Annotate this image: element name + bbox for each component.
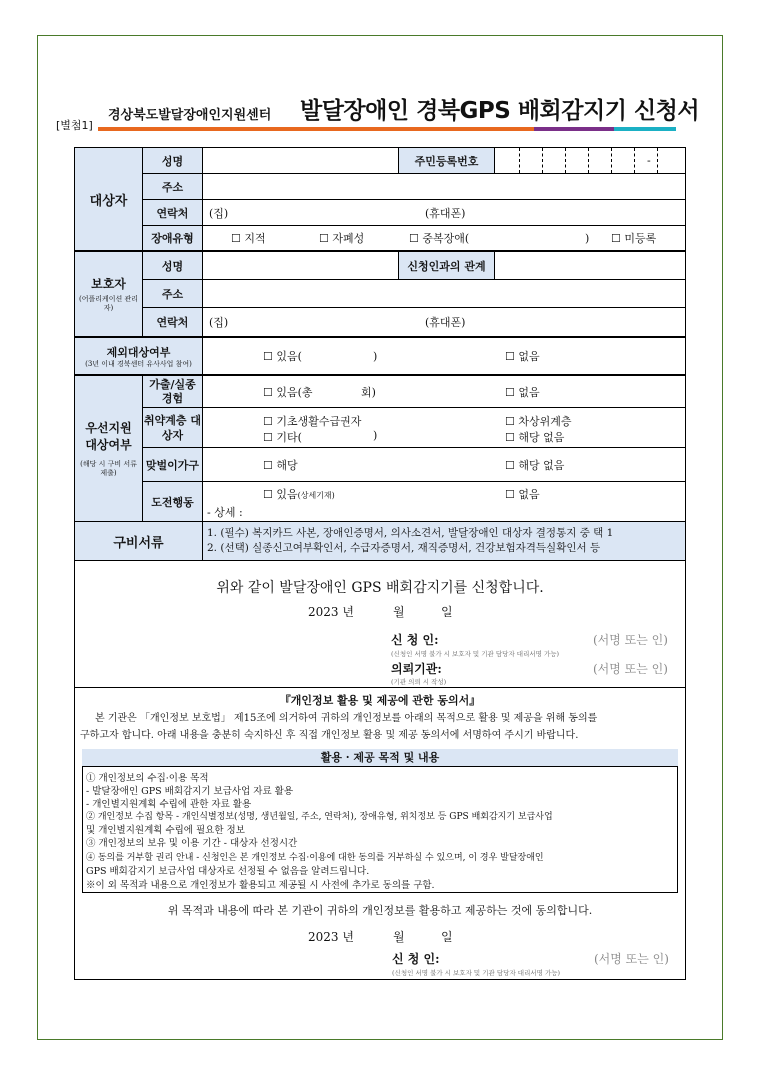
purpose-item: ④ 동의를 거부할 권리 안내 - 신청인은 본 개인정보 수집·이용에 대한 동의를 거부하실 수 있으며, 이 경우 발달장애인 <box>86 853 544 863</box>
applicant-label: 신 청 인: <box>391 633 439 647</box>
applicant-note: (신청인 서명 불가 시 보호자 및 기관 담당자 대리서명 가능) <box>391 650 560 658</box>
consent-month: 월 <box>393 930 405 944</box>
consent-intro-2: 구하고자 합니다. 아래 내용을 충분히 숙지하신 후 직접 개인정보 활용 및 제공 동의서에 서명하여 주시기 바랍니다. <box>80 730 579 741</box>
application-year: 2023 년 <box>308 605 354 619</box>
disability-type-options <box>203 226 685 251</box>
purpose-item: 및 개인별지원계획 수립에 필요한 정보 <box>86 825 245 836</box>
purpose-item: ③ 개인정보의 보유 및 이용 기간 - 대상자 선정시간 <box>86 838 298 849</box>
guardian-relation-field[interactable] <box>495 251 685 280</box>
runaway-count-suffix: 회) <box>361 385 376 399</box>
rrn-divider <box>565 148 566 173</box>
form-title: 발달장애인 경북GPS 배회감지기 신청서 <box>300 98 700 124</box>
dual-income-options <box>203 448 685 482</box>
referrer-sign[interactable]: (서명 또는 인) <box>593 662 668 676</box>
behavior-detail-label: - 상세 : <box>207 506 243 519</box>
runaway-label: 가출/실종 경험 <box>143 375 203 408</box>
guardian-name-label: 성명 <box>143 251 203 280</box>
guardian-section-note: (어플리케이션 관리자) <box>78 295 139 312</box>
purpose-box-title: 활용 · 제공 목적 및 내용 <box>82 749 678 767</box>
purpose-item: - 발달장애인 GPS 배회감지기 보급사업 자료 활용 <box>86 786 294 797</box>
rrn-divider <box>611 148 612 173</box>
rrn-divider <box>588 148 589 173</box>
title-underline-orange <box>98 127 534 131</box>
challenging-behavior-label: 도전행동 <box>143 482 203 522</box>
org-name: 경상북도발달장애인지원센터 <box>108 108 272 123</box>
subject-rrn-label: 주민등록번호 <box>399 148 495 174</box>
basic-livelihood-checkbox[interactable]: ☐ 기초생활수급권자 <box>263 415 362 428</box>
vulnerable-label: 취약계층 대상자 <box>143 408 203 448</box>
subject-name-field[interactable] <box>203 148 399 174</box>
rrn-dash: - <box>647 154 651 167</box>
guardian-section-title: 보호자 <box>91 277 126 291</box>
consent-applicant-label: 신 청 인: <box>392 952 440 966</box>
exclusion-options <box>203 337 685 375</box>
referrer-note: (기관 의뢰 시 작성) <box>391 678 447 686</box>
application-month: 월 <box>393 605 405 619</box>
runaway-options <box>203 375 685 408</box>
rrn-divider <box>542 148 543 173</box>
attachment-label: [별첨1] <box>56 119 93 132</box>
purpose-item: - 개인별지원계획 수립에 관한 자료 활용 <box>86 799 252 810</box>
rrn-divider <box>657 148 658 173</box>
guardian-address-field[interactable] <box>203 280 685 308</box>
mobile-phone-label: (휴대폰) <box>425 206 466 220</box>
exclusion-no-checkbox[interactable]: ☐ 없음 <box>505 350 540 363</box>
purpose-item: ① 개인정보의 수집·이용 목적 <box>86 773 209 784</box>
disability-type-label: 장애유형 <box>143 226 203 251</box>
guardian-address-label: 주소 <box>143 280 203 308</box>
behavior-yes-checkbox[interactable] <box>263 486 335 502</box>
consent-year: 2023 년 <box>308 930 354 944</box>
consent-applicant-note: (신청인 서명 불가 시 보호자 및 기관 담당자 대리서명 가능) <box>392 969 561 977</box>
runaway-no-checkbox[interactable]: ☐ 없음 <box>505 385 540 399</box>
guardian-section-label <box>75 251 143 337</box>
guardian-name-field[interactable] <box>203 251 399 280</box>
behavior-yes-text: ☐ 있음 <box>263 488 298 501</box>
subject-contact-label: 연락처 <box>143 200 203 226</box>
guardian-contact-field[interactable] <box>203 308 685 337</box>
guardian-contact-label: 연락처 <box>143 308 203 337</box>
referrer-label: 의뢰기관: <box>391 662 442 676</box>
purpose-item: ② 개인정보 수집 항목 - 개인식별정보(성명, 생년월일, 주소, 연락처), 장애유형, 위치정보 등 GPS 배회감지기 보급사업 <box>86 812 553 822</box>
guardian-mobile-label: (휴대폰) <box>425 316 466 329</box>
documents-required: 1. (필수) 복지카드 사본, 장애인증명서, 의사소견서, 발달장애인 대상자 결정통지 중 택 1 <box>207 527 614 539</box>
other-close: ) <box>373 429 378 442</box>
dual-income-yes-checkbox[interactable]: ☐ 해당 <box>263 458 298 472</box>
exclusion-yes-checkbox[interactable]: ☐ 있음( <box>263 350 302 363</box>
consent-title: 『개인정보 활용 및 제공에 관한 동의서』 <box>279 694 481 707</box>
purpose-item: ※이 외 목적과 내용으로 개인정보가 활용되고 제공될 시 사전에 추가로 동의를 구함. <box>86 880 435 891</box>
behavior-no-checkbox[interactable]: ☐ 없음 <box>505 488 540 501</box>
priority-section-note: (해당 시 구비 서류 제출) <box>80 459 137 477</box>
guardian-home-label: (집) <box>209 316 229 329</box>
purpose-item: GPS 배회감지기 보급사업 대상자로 선정될 수 없음을 알려드립니다. <box>86 866 370 877</box>
consent-applicant-sign[interactable]: (서명 또는 인) <box>594 952 669 966</box>
subject-section-label: 대상자 <box>75 148 143 251</box>
subject-address-field[interactable] <box>203 174 685 200</box>
consent-intro-1: 본 기관은 「개인정보 보호법」 제15조에 의거하여 귀하의 개인정보를 아래의 목적으로 활용 및 제공을 위해 동의를 <box>95 713 598 724</box>
home-phone-label: (집) <box>209 206 229 220</box>
checkbox-multiple-close: ) <box>585 231 590 245</box>
application-statement: 위와 같이 발달장애인 GPS 배회감지기를 신청합니다. <box>216 580 544 596</box>
rrn-divider <box>634 148 635 173</box>
application-signature-area <box>75 561 685 687</box>
not-applicable-checkbox[interactable]: ☐ 해당 없음 <box>505 431 565 444</box>
documents-optional: 2. (선택) 실종신고여부확인서, 수급자증명서, 재직증명서, 건강보험자격득실확인서 등 <box>207 542 601 554</box>
priority-section-title: 우선지원 대상여부 <box>85 420 132 452</box>
checkbox-unregistered[interactable]: ☐ 미등록 <box>611 232 657 245</box>
exclusion-label-cell <box>75 337 203 375</box>
subject-address-label: 주소 <box>143 174 203 200</box>
title-underline-teal <box>614 127 676 131</box>
checkbox-autism[interactable]: ☐ 자폐성 <box>319 232 365 245</box>
exclusion-yes-close: ) <box>373 349 378 363</box>
guardian-relation-label: 신청인과의 관계 <box>399 251 495 280</box>
near-poverty-checkbox[interactable]: ☐ 차상위계층 <box>505 415 572 428</box>
consent-agree-statement: 위 목적과 내용에 따라 본 기관이 귀하의 개인정보를 활용하고 제공하는 것에 동의합니다. <box>167 904 593 917</box>
behavior-yes-note: (상세기재) <box>297 491 335 500</box>
exclusion-note: (3년 이내 경북센터 유사사업 참여) <box>85 359 192 368</box>
applicant-sign[interactable]: (서명 또는 인) <box>593 633 668 647</box>
subject-name-label: 성명 <box>143 148 203 174</box>
exclusion-label: 제외대상여부 <box>106 345 171 359</box>
application-day: 일 <box>441 605 453 619</box>
consent-day: 일 <box>441 930 453 944</box>
subject-rrn-field[interactable] <box>495 148 685 174</box>
title-underline-purple <box>534 127 614 131</box>
checkbox-intellectual[interactable]: ☐ 지적 <box>231 232 266 245</box>
vulnerable-options <box>203 408 685 448</box>
rrn-divider <box>519 148 520 173</box>
checkbox-multiple[interactable]: ☐ 중복장애( <box>409 232 470 245</box>
runaway-yes-checkbox[interactable]: ☐ 있음(총 <box>263 385 313 399</box>
dual-income-no-checkbox[interactable]: ☐ 해당 없음 <box>505 458 565 472</box>
subject-contact-field[interactable] <box>203 200 685 226</box>
other-checkbox[interactable]: ☐ 기타( <box>263 431 302 444</box>
application-form-table <box>74 147 686 688</box>
dual-income-label: 맞벌이가구 <box>143 448 203 482</box>
documents-content <box>203 522 685 561</box>
challenging-behavior-options <box>203 482 685 522</box>
documents-label: 구비서류 <box>75 522 203 561</box>
priority-section-label <box>75 375 143 522</box>
